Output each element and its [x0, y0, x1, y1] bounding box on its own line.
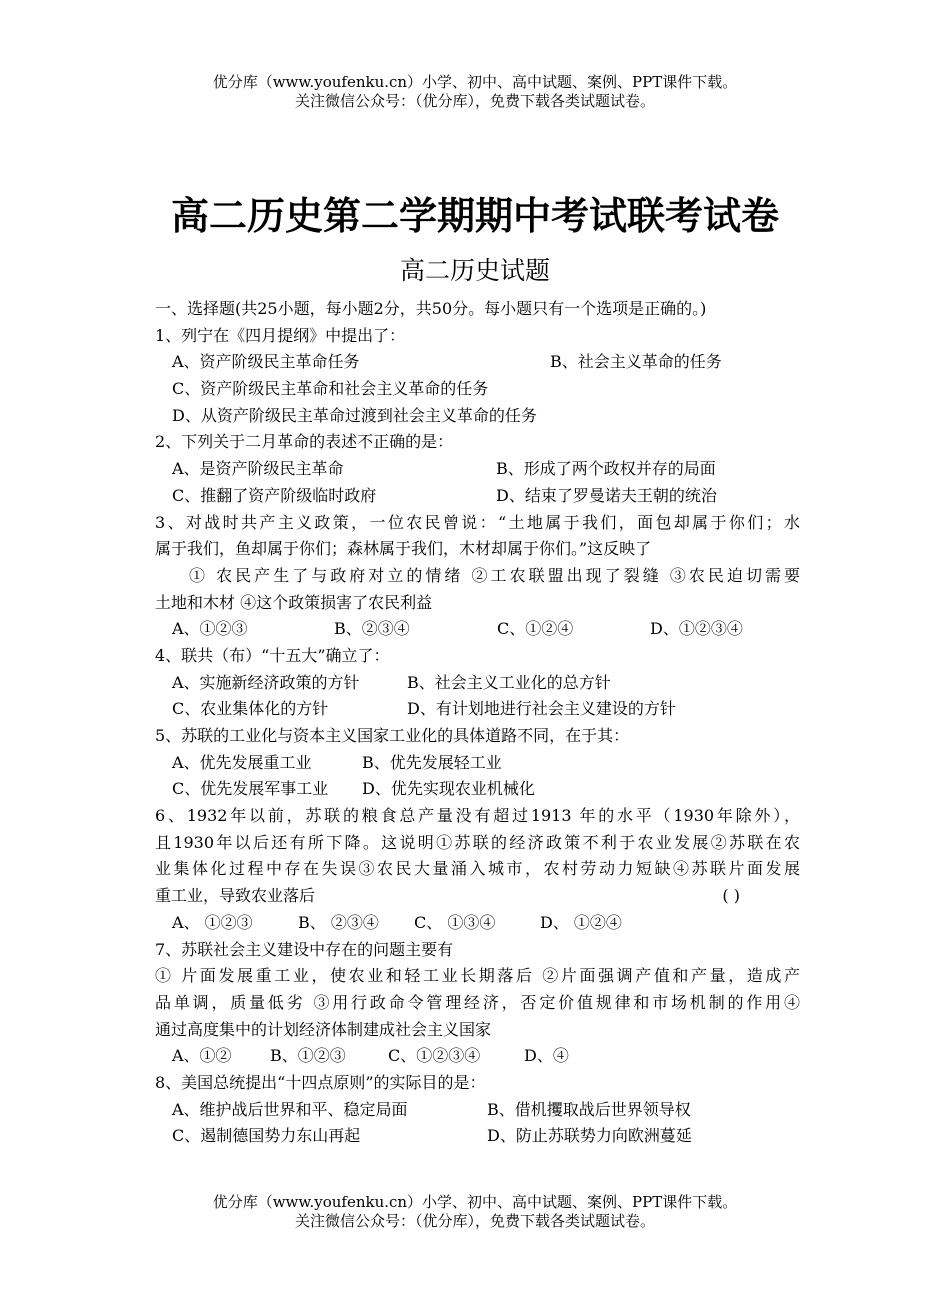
question-4-options-row2	[155, 696, 800, 723]
section-heading: 一、选择题(共25小题，每小题2分，共50分。每小题只有一个选项是正确的。)	[155, 299, 707, 318]
option-c: C、资产阶级民主革命和社会主义革命的任务	[172, 379, 489, 399]
question-7-stem: 7、苏联社会主义建设中存在的问题主要有	[155, 939, 454, 959]
option-d: D、④	[524, 1046, 569, 1066]
header-line-2: 关注微信公众号：（优分库），免费下载各类试题试卷。	[294, 92, 655, 110]
option-b: B、②③④	[334, 619, 410, 639]
question-6-line2: 且1930年以后还有所下降。这说明①苏联的经济政策不利于农业发展②苏联在农	[155, 832, 800, 852]
option-b: B、社会主义革命的任务	[550, 352, 722, 372]
option-c: C、①②④	[497, 619, 574, 639]
option-d: D、 ①②④	[540, 912, 622, 932]
question-1-options-row1	[155, 349, 800, 376]
question-2-options-row2	[155, 483, 800, 510]
exam-content	[155, 296, 800, 1150]
footer-line-2: 关注微信公众号：（优分库），免费下载各类试题试卷。	[294, 1212, 655, 1230]
option-c: C、遏制德国势力东山再起	[172, 1126, 361, 1146]
option-b: B、优先发展轻工业	[362, 752, 502, 772]
page-footer	[0, 1193, 950, 1231]
question-6-line4	[155, 883, 800, 910]
question-8-stem: 8、美国总统提出“十四点原则”的实际目的是：	[155, 1072, 486, 1092]
question-1-stem: 1、列宁在《四月提纲》中提出了：	[155, 325, 406, 345]
question-7-options	[155, 1043, 800, 1070]
option-b: B、社会主义工业化的总方针	[407, 672, 611, 692]
question-3-items-line1: ① 农民产生了与政府对立的情绪 ②工农联盟出现了裂缝 ③农民迫切需要	[189, 565, 800, 585]
option-b: B、①②③	[270, 1046, 346, 1066]
question-7-line3: 通过高度集中的计划经济体制建成社会主义国家	[155, 1019, 492, 1039]
question-6-line1: 6、1932年以前，苏联的粮食总产量没有超过1913 年的水平（1930年除外），	[155, 806, 800, 826]
option-d: D、优先实现农业机械化	[362, 779, 535, 799]
option-a: A、优先发展重工业	[172, 752, 312, 772]
option-c: C、农业集体化的方针	[172, 699, 329, 719]
answer-blank: ( )	[722, 886, 740, 906]
option-a: A、①②③	[172, 619, 248, 639]
question-3-options	[155, 616, 800, 643]
question-3-stem-line1: 3、对战时共产主义政策，一位农民曾说：“土地属于我们，面包却属于你们；水	[155, 512, 800, 532]
option-a: A、维护战后世界和平、稳定局面	[172, 1099, 408, 1119]
option-d: D、从资产阶级民主革命过渡到社会主义革命的任务	[172, 405, 537, 425]
question-5-stem: 5、苏联的工业化与资本主义国家工业化的具体道路不同，在于其：	[155, 726, 630, 745]
question-6-line4-text: 重工业，导致农业落后	[155, 886, 316, 906]
question-5-options-row1	[155, 750, 800, 777]
page-subtitle: 高二历史试题	[399, 256, 550, 285]
option-c: C、 ①③④	[414, 912, 496, 932]
option-c: C、①②③④	[388, 1046, 481, 1066]
option-d: D、防止苏联势力向欧洲蔓延	[487, 1126, 692, 1146]
question-3-stem-line2: 属于我们，鱼却属于你们；森林属于我们，木材却属于你们。”这反映了	[155, 539, 652, 559]
option-b: B、借机攫取战后世界领导权	[487, 1099, 691, 1119]
question-7-line1: ① 片面发展重工业，使农业和轻工业长期落后 ②片面强调产值和产量，造成产	[155, 966, 800, 986]
option-d: D、①②③④	[650, 619, 743, 639]
question-8-options-row2	[155, 1123, 800, 1150]
question-2-stem: 2、下列关于二月革命的表述不正确的是：	[155, 432, 454, 452]
page-header	[0, 73, 950, 111]
question-8-options-row1	[155, 1097, 800, 1124]
footer-line-1: 优分库（www.youfenku.cn）小学、初中、高中试题、案例、PPT课件下载。	[212, 1193, 738, 1211]
question-2-options-row1	[155, 456, 800, 483]
question-5-options-row2	[155, 776, 800, 803]
question-6-line3: 业集体化过程中存在失误③农民大量涌入城市，农村劳动力短缺④苏联片面发展	[155, 859, 800, 879]
option-c: C、推翻了资产阶级临时政府	[172, 485, 377, 505]
option-a: A、实施新经济政策的方针	[172, 672, 360, 692]
option-a: A、①②	[172, 1046, 232, 1066]
option-b: B、 ②③④	[298, 912, 379, 932]
option-b: B、形成了两个政权并存的局面	[496, 459, 716, 479]
page-title: 高二历史第二学期期中考试联考试卷	[170, 194, 779, 238]
option-a: A、 ①②③	[172, 912, 253, 932]
question-3-items-line2: 土地和木材 ④这个政策损害了农民利益	[155, 592, 433, 612]
question-4-options-row1	[155, 670, 800, 697]
option-c: C、优先发展军事工业	[172, 779, 329, 799]
question-7-line2: 品单调，质量低劣 ③用行政命令管理经济，否定价值规律和市场机制的作用④	[155, 992, 800, 1012]
option-a: A、是资产阶级民主革命	[172, 459, 344, 479]
question-4-stem: 4、联共（布）“十五大”确立了：	[155, 645, 390, 665]
question-6-options	[155, 910, 800, 937]
option-d: D、结束了罗曼诺夫王朝的统治	[496, 485, 717, 505]
option-d: D、有计划地进行社会主义建设的方针	[407, 699, 676, 719]
option-a: A、资产阶级民主革命任务	[172, 352, 360, 372]
header-line-1: 优分库（www.youfenku.cn）小学、初中、高中试题、案例、PPT课件下载。	[212, 73, 738, 91]
